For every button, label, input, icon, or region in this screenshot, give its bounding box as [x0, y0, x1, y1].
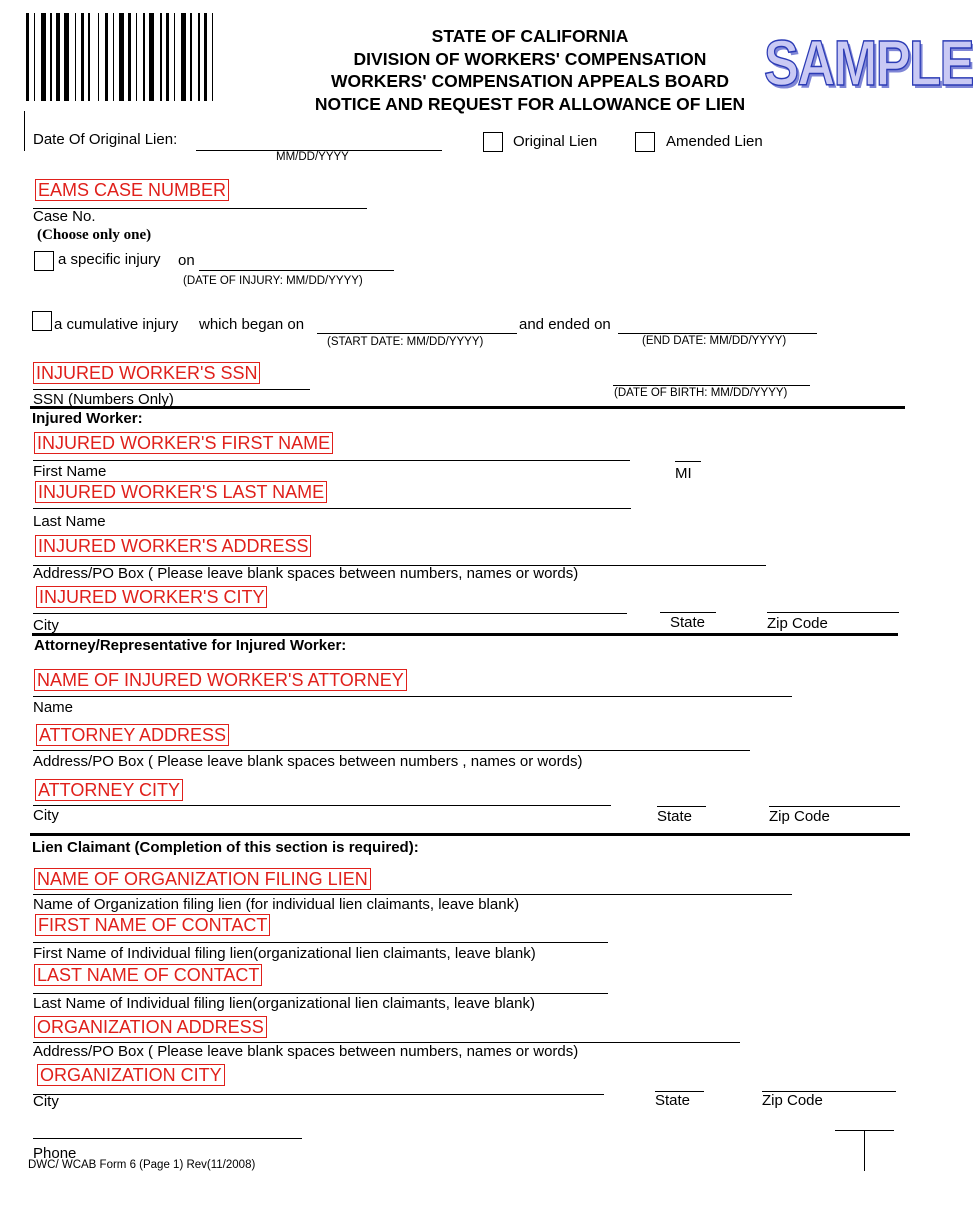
attorney-name-field[interactable]: NAME OF INJURED WORKER'S ATTORNEY: [34, 669, 407, 691]
worker-state-label: State: [670, 614, 706, 631]
barcode-bar: [160, 13, 162, 101]
section-divider: [32, 633, 898, 636]
began-on-label: which began on: [199, 316, 305, 333]
form-id: DWC/ WCAB Form 6 (Page 1) Rev(11/2008): [28, 1159, 256, 1171]
barcode-bar: [88, 13, 90, 101]
worker-last-name-underline: [33, 508, 631, 509]
section-divider: [30, 833, 910, 836]
first-name-label: First Name: [33, 463, 107, 480]
sample-watermark: SAMPLE: [764, 27, 973, 99]
worker-address-field[interactable]: INJURED WORKER'S ADDRESS: [35, 535, 311, 557]
barcode-bar: [204, 13, 207, 101]
end-date-hint: (END DATE: MM/DD/YYYY): [642, 335, 787, 347]
organization-zip-label: Zip Code: [762, 1092, 823, 1109]
date-of-injury-hint: (DATE OF INJURY: MM/DD/YYYY): [183, 275, 363, 287]
page-title: NOTICE AND REQUEST FOR ALLOWANCE OF LIEN: [314, 93, 746, 114]
barcode-bar: [41, 13, 46, 101]
attorney-address-underline: [33, 750, 750, 751]
original-lien-label: Original Lien: [513, 133, 598, 150]
organization-city-field[interactable]: ORGANIZATION CITY: [37, 1064, 225, 1086]
contact-last-name-label: Last Name of Individual filing lien(organizational lien claimants, leave blank): [33, 995, 535, 1012]
middle-initial-field[interactable]: [675, 461, 701, 462]
barcode-bar: [56, 13, 59, 101]
date-of-injury-field[interactable]: [199, 270, 394, 271]
attorney-zip-label: Zip Code: [769, 808, 830, 825]
worker-zip-label: Zip Code: [767, 615, 828, 632]
header-state: STATE OF CALIFORNIA: [431, 26, 629, 46]
header-division: DIVISION OF WORKERS' COMPENSATION: [353, 48, 707, 69]
worker-first-name-field[interactable]: INJURED WORKER'S FIRST NAME: [34, 432, 333, 454]
start-date-hint: (START DATE: MM/DD/YYYY): [327, 336, 484, 348]
case-number-label: Case No.: [33, 208, 96, 225]
corner-bracket: [24, 111, 25, 151]
worker-first-name-underline: [33, 460, 630, 461]
barcode: [26, 13, 221, 101]
corner-bracket: [864, 1130, 865, 1171]
section-divider: [30, 406, 905, 409]
barcode-bar: [113, 13, 115, 101]
barcode-bar: [198, 13, 200, 101]
organization-state-label: State: [655, 1092, 691, 1109]
case-number-field[interactable]: EAMS CASE NUMBER: [35, 179, 229, 201]
lien-claimant-heading: Lien Claimant (Completion of this section is required):: [32, 839, 419, 856]
date-of-birth-hint: (DATE OF BIRTH: MM/DD/YYYY): [614, 387, 788, 399]
ssn-underline: [33, 389, 310, 390]
attorney-city-field[interactable]: ATTORNEY CITY: [35, 779, 183, 801]
contact-first-name-underline: [33, 942, 608, 943]
injured-worker-heading: Injured Worker:: [32, 410, 143, 427]
cumulative-injury-checkbox[interactable]: [32, 311, 52, 331]
barcode-bar: [34, 13, 36, 101]
attorney-address-field[interactable]: ATTORNEY ADDRESS: [36, 724, 229, 746]
barcode-bar: [136, 13, 138, 101]
barcode-bar: [75, 13, 77, 101]
end-date-field[interactable]: [618, 333, 817, 334]
attorney-address-label: Address/PO Box ( Please leave blank spaces between numbers , names or words): [33, 753, 583, 770]
phone-label: Phone: [33, 1145, 77, 1162]
attorney-zip-field[interactable]: [769, 806, 900, 807]
worker-address-label: Address/PO Box ( Please leave blank spaces between numbers, names or words): [33, 565, 579, 582]
start-date-field[interactable]: [317, 333, 517, 334]
attorney-heading: Attorney/Representative for Injured Worker:: [34, 637, 347, 654]
ended-on-label: and ended on: [519, 316, 611, 333]
barcode-bar: [119, 13, 124, 101]
barcode-bar: [149, 13, 154, 101]
barcode-bar: [50, 13, 52, 101]
attorney-state-field[interactable]: [657, 806, 706, 807]
date-format-hint: MM/DD/YYYY: [276, 151, 349, 163]
ssn-label: SSN (Numbers Only): [33, 391, 174, 408]
worker-city-field[interactable]: INJURED WORKER'S CITY: [36, 586, 267, 608]
worker-last-name-field[interactable]: INJURED WORKER'S LAST NAME: [35, 481, 327, 503]
header-board: WORKERS' COMPENSATION APPEALS BOARD: [331, 71, 729, 91]
date-of-birth-field[interactable]: [613, 385, 810, 386]
barcode-bar: [166, 13, 169, 101]
contact-last-name-underline: [33, 993, 608, 994]
worker-state-field[interactable]: [660, 612, 716, 613]
amended-lien-checkbox[interactable]: [635, 132, 655, 152]
date-original-lien-label: Date Of Original Lien:: [33, 131, 178, 148]
organization-name-underline: [33, 894, 792, 895]
contact-first-name-label: First Name of Individual filing lien(organizational lien claimants, leave blank): [33, 945, 536, 962]
organization-name-label: Name of Organization filing lien (for individual lien claimants, leave blank): [33, 896, 520, 913]
barcode-bar: [181, 13, 186, 101]
contact-last-name-field[interactable]: LAST NAME OF CONTACT: [34, 964, 262, 986]
attorney-state-label: State: [657, 808, 693, 825]
worker-zip-field[interactable]: [767, 612, 899, 613]
specific-injury-checkbox[interactable]: [34, 251, 54, 271]
amended-lien-label: Amended Lien: [666, 133, 763, 150]
barcode-bar: [105, 13, 108, 101]
worker-city-label: City: [33, 617, 59, 634]
mi-label: MI: [675, 465, 692, 482]
phone-field[interactable]: [33, 1138, 302, 1139]
organization-name-field[interactable]: NAME OF ORGANIZATION FILING LIEN: [34, 868, 371, 890]
organization-city-underline: [33, 1094, 604, 1095]
attorney-city-label: City: [33, 807, 59, 824]
worker-city-underline: [33, 613, 627, 614]
barcode-bar: [212, 13, 214, 101]
attorney-name-label: Name: [33, 699, 74, 716]
specific-injury-label: a specific injury: [58, 251, 161, 268]
barcode-bar: [143, 13, 145, 101]
organization-address-field[interactable]: ORGANIZATION ADDRESS: [34, 1016, 267, 1038]
barcode-bar: [98, 13, 100, 101]
barcode-bar: [128, 13, 131, 101]
barcode-bar: [81, 13, 84, 101]
last-name-label: Last Name: [33, 513, 106, 530]
barcode-bar: [174, 13, 176, 101]
organization-city-label: City: [33, 1093, 59, 1110]
barcode-bar: [64, 13, 69, 101]
choose-one-label: (Choose only one): [37, 227, 152, 243]
organization-address-label: Address/PO Box ( Please leave blank spaces between numbers, names or words): [33, 1043, 579, 1060]
on-label: on: [178, 252, 195, 269]
contact-first-name-field[interactable]: FIRST NAME OF CONTACT: [35, 914, 270, 936]
barcode-bar: [190, 13, 192, 101]
cumulative-injury-label: a cumulative injury: [54, 316, 179, 333]
original-lien-checkbox[interactable]: [483, 132, 503, 152]
attorney-name-underline: [33, 696, 792, 697]
barcode-bar: [26, 13, 29, 101]
ssn-field[interactable]: INJURED WORKER'S SSN: [33, 362, 260, 384]
attorney-city-underline: [33, 805, 611, 806]
